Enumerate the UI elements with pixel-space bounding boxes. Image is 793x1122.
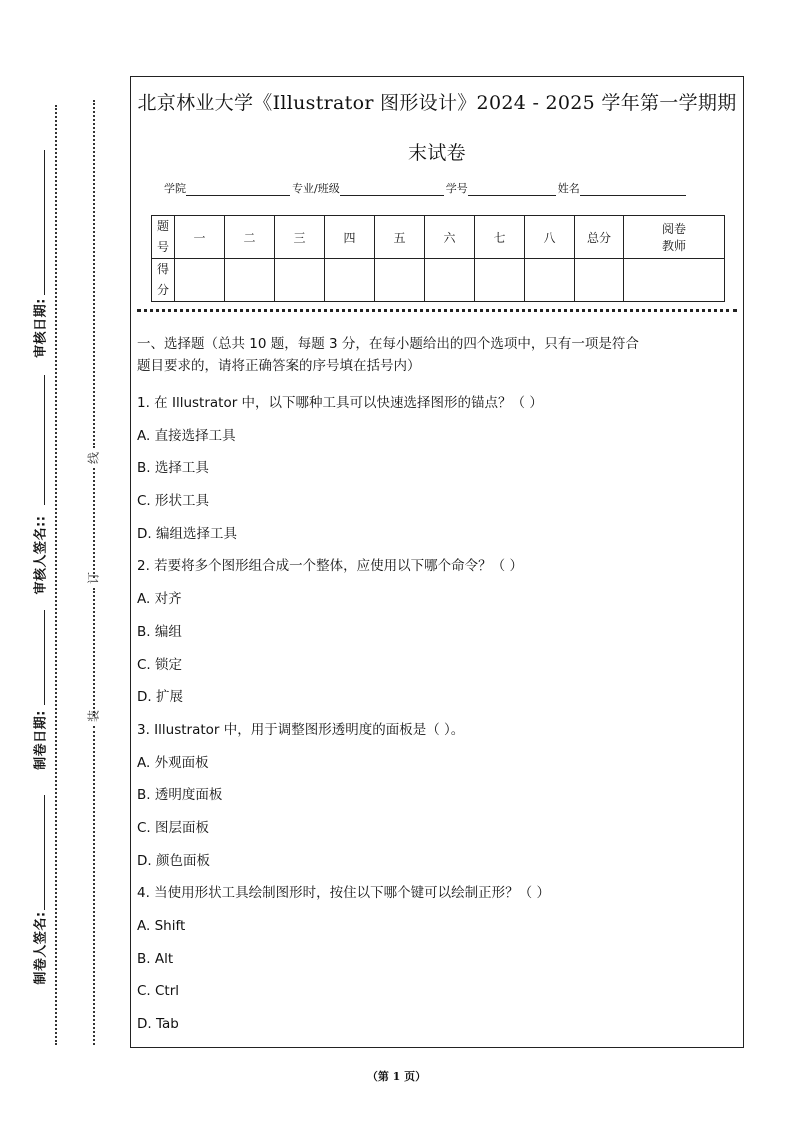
score-table-score-row (152, 259, 725, 302)
name-label: 姓名 (557, 182, 580, 195)
student-id-field[interactable] (468, 181, 556, 196)
score-cell[interactable] (375, 259, 425, 302)
section-1-heading: 一、选择题（总共 10 题，每题 3 分，在每小题给出的四个选项中，只有一项是符合 题目要求的，请将正确答案的序号填在括号内） (137, 336, 639, 374)
score-row-header: 得 分 (152, 259, 175, 302)
column-4: 四 (325, 216, 375, 259)
make-date-line (44, 610, 45, 705)
signature-dotted-line (55, 105, 57, 1045)
title-line-1: 北京林业大学《Illustrator 图形设计》2024 - 2025 学年第一学期期 (137, 92, 737, 114)
column-5: 五 (375, 216, 425, 259)
binding-char-line: 线 (86, 451, 101, 465)
question-2-option-a: A. 对齐 (137, 591, 182, 608)
college-field[interactable] (186, 181, 290, 196)
section-1 (137, 333, 735, 1041)
question-3-option-d: D. 颜色面板 (137, 852, 210, 869)
column-1: 一 (175, 216, 225, 259)
column-6: 六 (425, 216, 475, 259)
major-class-field[interactable] (340, 181, 444, 196)
score-cell-total[interactable] (575, 259, 624, 302)
column-8: 八 (525, 216, 575, 259)
score-table-header-row (152, 216, 725, 259)
score-cell[interactable] (275, 259, 325, 302)
column-3: 三 (275, 216, 325, 259)
question-4-stem: 4. 当使用形状工具绘制图形时，按住以下哪个键可以绘制正形？（ ） (137, 885, 550, 902)
score-cell[interactable] (175, 259, 225, 302)
question-1-option-a: A. 直接选择工具 (137, 427, 236, 444)
college-label: 学院 (164, 182, 186, 195)
exam-title (131, 78, 743, 174)
question-number-header: 题 号 (152, 216, 175, 259)
question-1-option-c: C. 形状工具 (137, 493, 210, 510)
name-field[interactable] (580, 181, 686, 196)
title-line-2: 末试卷 (408, 142, 466, 164)
question-1-stem: 1. 在 Illustrator 中，以下哪种工具可以快速选择图形的锚点？（ ） (137, 395, 543, 411)
dotted-separator (137, 309, 737, 312)
question-4-option-b: B. Alt (137, 950, 174, 967)
maker-sign-line (44, 795, 45, 910)
question-2-option-c: C. 锁定 (137, 656, 183, 673)
column-total: 总分 (575, 216, 624, 259)
question-4-option-d: D. Tab (137, 1016, 179, 1033)
question-3-stem: 3. Illustrator 中，用于调整图形透明度的面板是（ ）。 (137, 721, 465, 738)
question-1-option-d: D. 编组选择工具 (137, 525, 237, 542)
score-cell[interactable] (225, 259, 275, 302)
exam-frame (130, 76, 744, 1048)
page-number: （第 1 页） (366, 1070, 427, 1083)
question-4-option-c: C. Ctrl (137, 983, 180, 1000)
column-7: 七 (475, 216, 525, 259)
score-cell[interactable] (525, 259, 575, 302)
major-class-label: 专业/班级 (292, 182, 340, 195)
score-cell[interactable] (475, 259, 525, 302)
score-cell[interactable] (425, 259, 475, 302)
student-id-label: 学号 (445, 182, 468, 195)
question-2-stem: 2. 若要将多个图形组合成一个整体，应使用以下哪个命令？（ ） (137, 558, 523, 575)
review-date-line (44, 150, 45, 295)
question-1-option-b: B. 选择工具 (137, 460, 209, 477)
question-2-option-d: D. 扩展 (137, 689, 183, 706)
question-3-option-a: A. 外观面板 (137, 754, 209, 771)
student-info-row (164, 176, 743, 196)
score-table (151, 215, 725, 302)
question-3-option-b: B. 透明度面板 (137, 787, 223, 804)
question-4-option-a: A. Shift (137, 918, 186, 934)
binding-margin: 审核日期: 审核人签名:: 制卷日期: 制卷人签名: (0, 0, 60, 1122)
column-2: 二 (225, 216, 275, 259)
question-3-option-c: C. 图层面板 (137, 819, 210, 836)
reviewer-sign-line (44, 375, 45, 505)
binding-char-bind: 订 (86, 571, 101, 585)
grader-header: 阅卷 教师 (624, 216, 725, 259)
binding-char-install: 装 (86, 709, 101, 723)
score-cell[interactable] (325, 259, 375, 302)
grader-cell[interactable] (624, 259, 725, 302)
question-2-option-b: B. 编组 (137, 623, 182, 640)
